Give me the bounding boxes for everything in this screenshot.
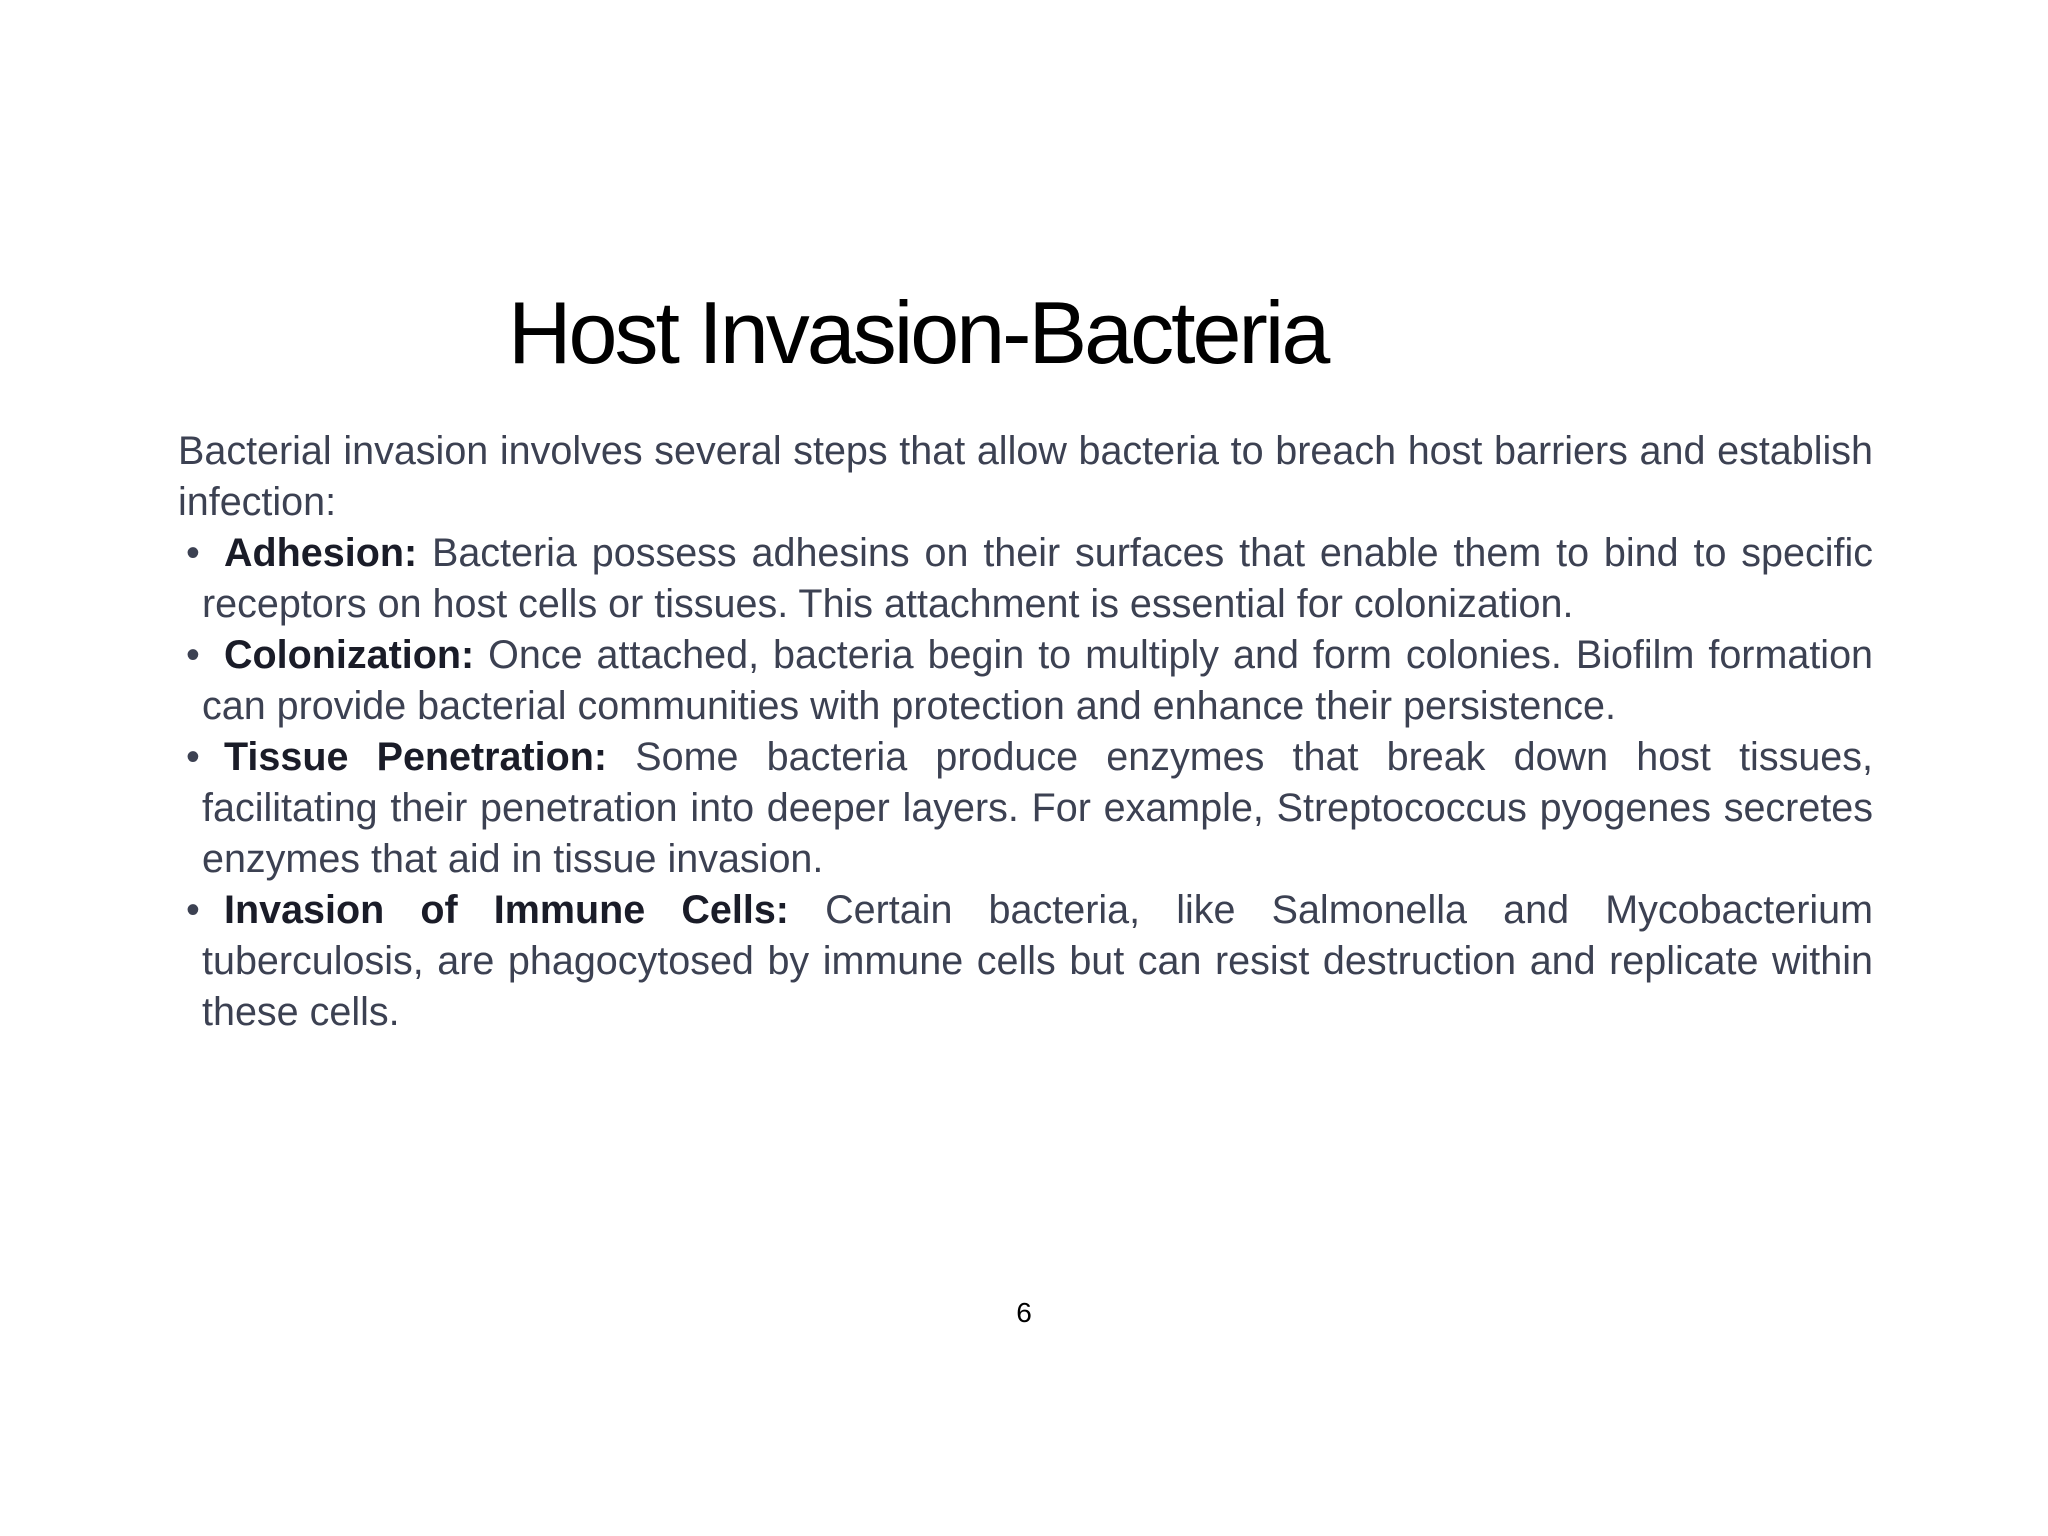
- bullet-text: [202, 732, 1873, 885]
- bullet-invasion-of-immune-cells: [178, 885, 1873, 1038]
- bullet-marker: •: [186, 888, 200, 932]
- bullet-text: [202, 630, 1873, 732]
- bullet-description: Certain bacteria, like Salmonella and Mycobacterium tuberculosis, are phagocytosed by immune cells but can resist destruction and replicate within these cells.: [202, 888, 1874, 1034]
- bullet-marker: •: [186, 735, 200, 779]
- bullet-list: [178, 528, 1873, 1038]
- bullet-description: Bacteria possess adhesins on their surfaces that enable them to bind to specific receptors on host cells or tissues. This attachment is essential for colonization.: [202, 531, 1873, 626]
- slide-body: [178, 426, 1873, 1038]
- bullet-text: [202, 528, 1873, 630]
- intro-paragraph: Bacterial invasion involves several steps that allow bacteria to breach host barriers and establish infection:: [178, 429, 1873, 524]
- bullet-adhesion: [178, 528, 1873, 630]
- slide-title: Host Invasion-Bacteria: [508, 283, 1328, 382]
- bullet-term: Adhesion:: [224, 531, 418, 575]
- bullet-term: Invasion of Immune Cells:: [224, 888, 789, 932]
- bullet-marker: •: [186, 633, 200, 677]
- bullet-description: Once attached, bacteria begin to multiply and form colonies. Biofilm formation can provide bacterial communities with protection and enhance their persistence.: [202, 633, 1873, 728]
- bullet-term: Tissue Penetration:: [224, 735, 608, 779]
- page-number: 6: [1016, 1297, 1032, 1328]
- bullet-text: [202, 885, 1873, 1038]
- bullet-colonization: [178, 630, 1873, 732]
- bullet-description: Some bacteria produce enzymes that break down host tissues, facilitating their penetration into deeper layers. For example, Streptococcus pyogenes secretes enzymes that aid in tissue invasion.: [202, 735, 1873, 881]
- bullet-term: Colonization:: [224, 633, 475, 677]
- bullet-tissue-penetration: [178, 732, 1873, 885]
- bullet-marker: •: [186, 531, 200, 575]
